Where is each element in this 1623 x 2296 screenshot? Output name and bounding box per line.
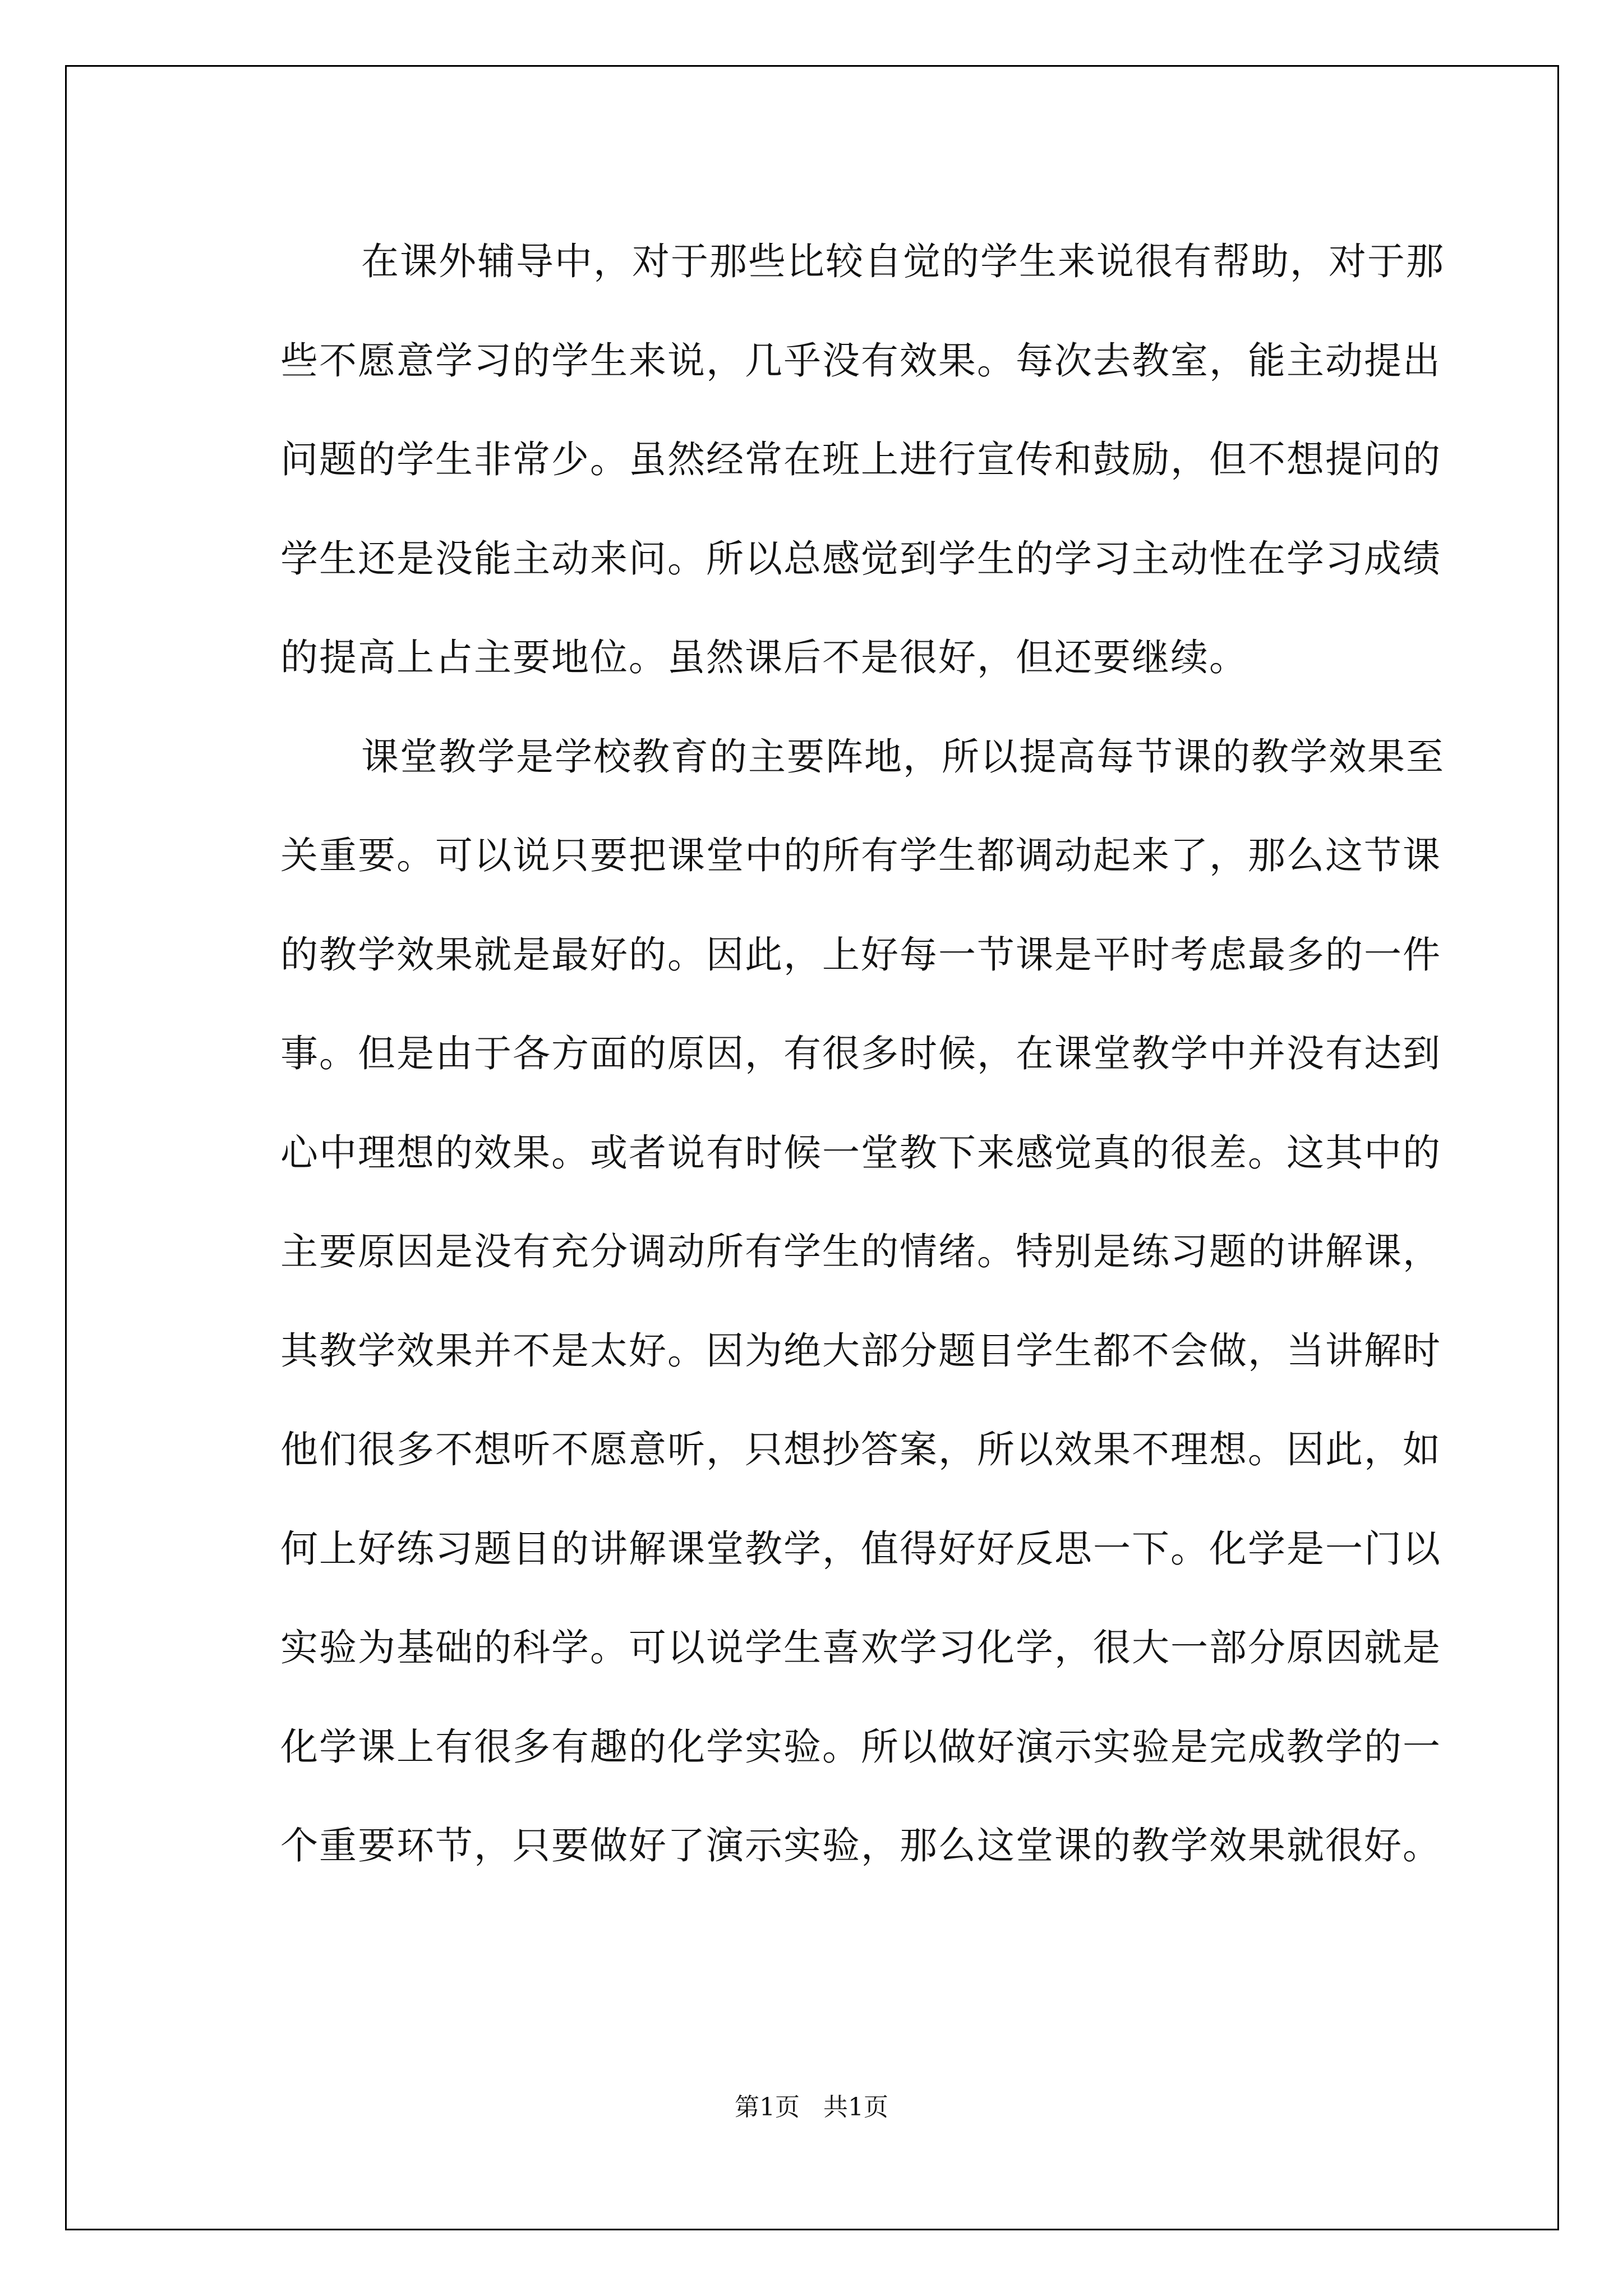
page-footer	[0, 2087, 1623, 2123]
text-line: 问题的学生非常少。虽然经常在班上进行宣传和鼓励，但不想提问的	[280, 438, 1441, 481]
text-line: 他们很多不想听不愿意听，只想抄答案，所以效果不理想。因此，如	[280, 1428, 1441, 1471]
text-line: 心中理想的效果。或者说有时候一堂教下来感觉真的很差。这其中的	[280, 1130, 1441, 1175]
text-line: 些不愿意学习的学生来说，几乎没有效果。每次去教室，能主动提出	[280, 338, 1441, 383]
text-line: 课堂教学是学校教育的主要阵地，所以提高每节课的教学效果至	[361, 734, 1445, 779]
text-line: 个重要环节，只要做好了演示实验，那么这堂课的教学效果就很好。	[280, 1824, 1441, 1867]
text-line: 主要原因是没有充分调动所有学生的情绪。特别是练习题的讲解课，	[280, 1230, 1441, 1273]
text-line: 何上好练习题目的讲解课堂教学，值得好好反思一下。化学是一门以	[280, 1526, 1441, 1571]
text-line: 化学课上有很多有趣的化学实验。所以做好演示实验是完成教学的一	[280, 1724, 1441, 1769]
text-line: 的教学效果就是最好的。因此，上好每一节课是平时考虑最多的一件	[280, 932, 1441, 977]
text-line: 的提高上占主要地位。虽然课后不是很好，但还要继续。	[280, 636, 1248, 679]
text-line: 在课外辅导中，对于那些比较自觉的学生来说很有帮助，对于那	[361, 240, 1445, 283]
page-total: 共1页	[823, 2093, 888, 2122]
text-line: 学生还是没能主动来问。所以总感觉到学生的学习主动性在学习成绩	[280, 536, 1441, 581]
text-line: 实验为基础的科学。可以说学生喜欢学习化学，很大一部分原因就是	[280, 1626, 1441, 1669]
document-body	[200, 212, 1445, 1895]
text-line: 关重要。可以说只要把课堂中的所有学生都调动起来了，那么这节课	[280, 834, 1441, 877]
page-number: 第1页	[735, 2093, 800, 2122]
text-line: 其教学效果并不是太好。因为绝大部分题目学生都不会做，当讲解时	[280, 1328, 1441, 1373]
text-line: 事。但是由于各方面的原因，有很多时候，在课堂教学中并没有达到	[280, 1032, 1441, 1075]
paragraph-2	[200, 707, 1445, 1895]
paragraph-1	[200, 212, 1445, 707]
